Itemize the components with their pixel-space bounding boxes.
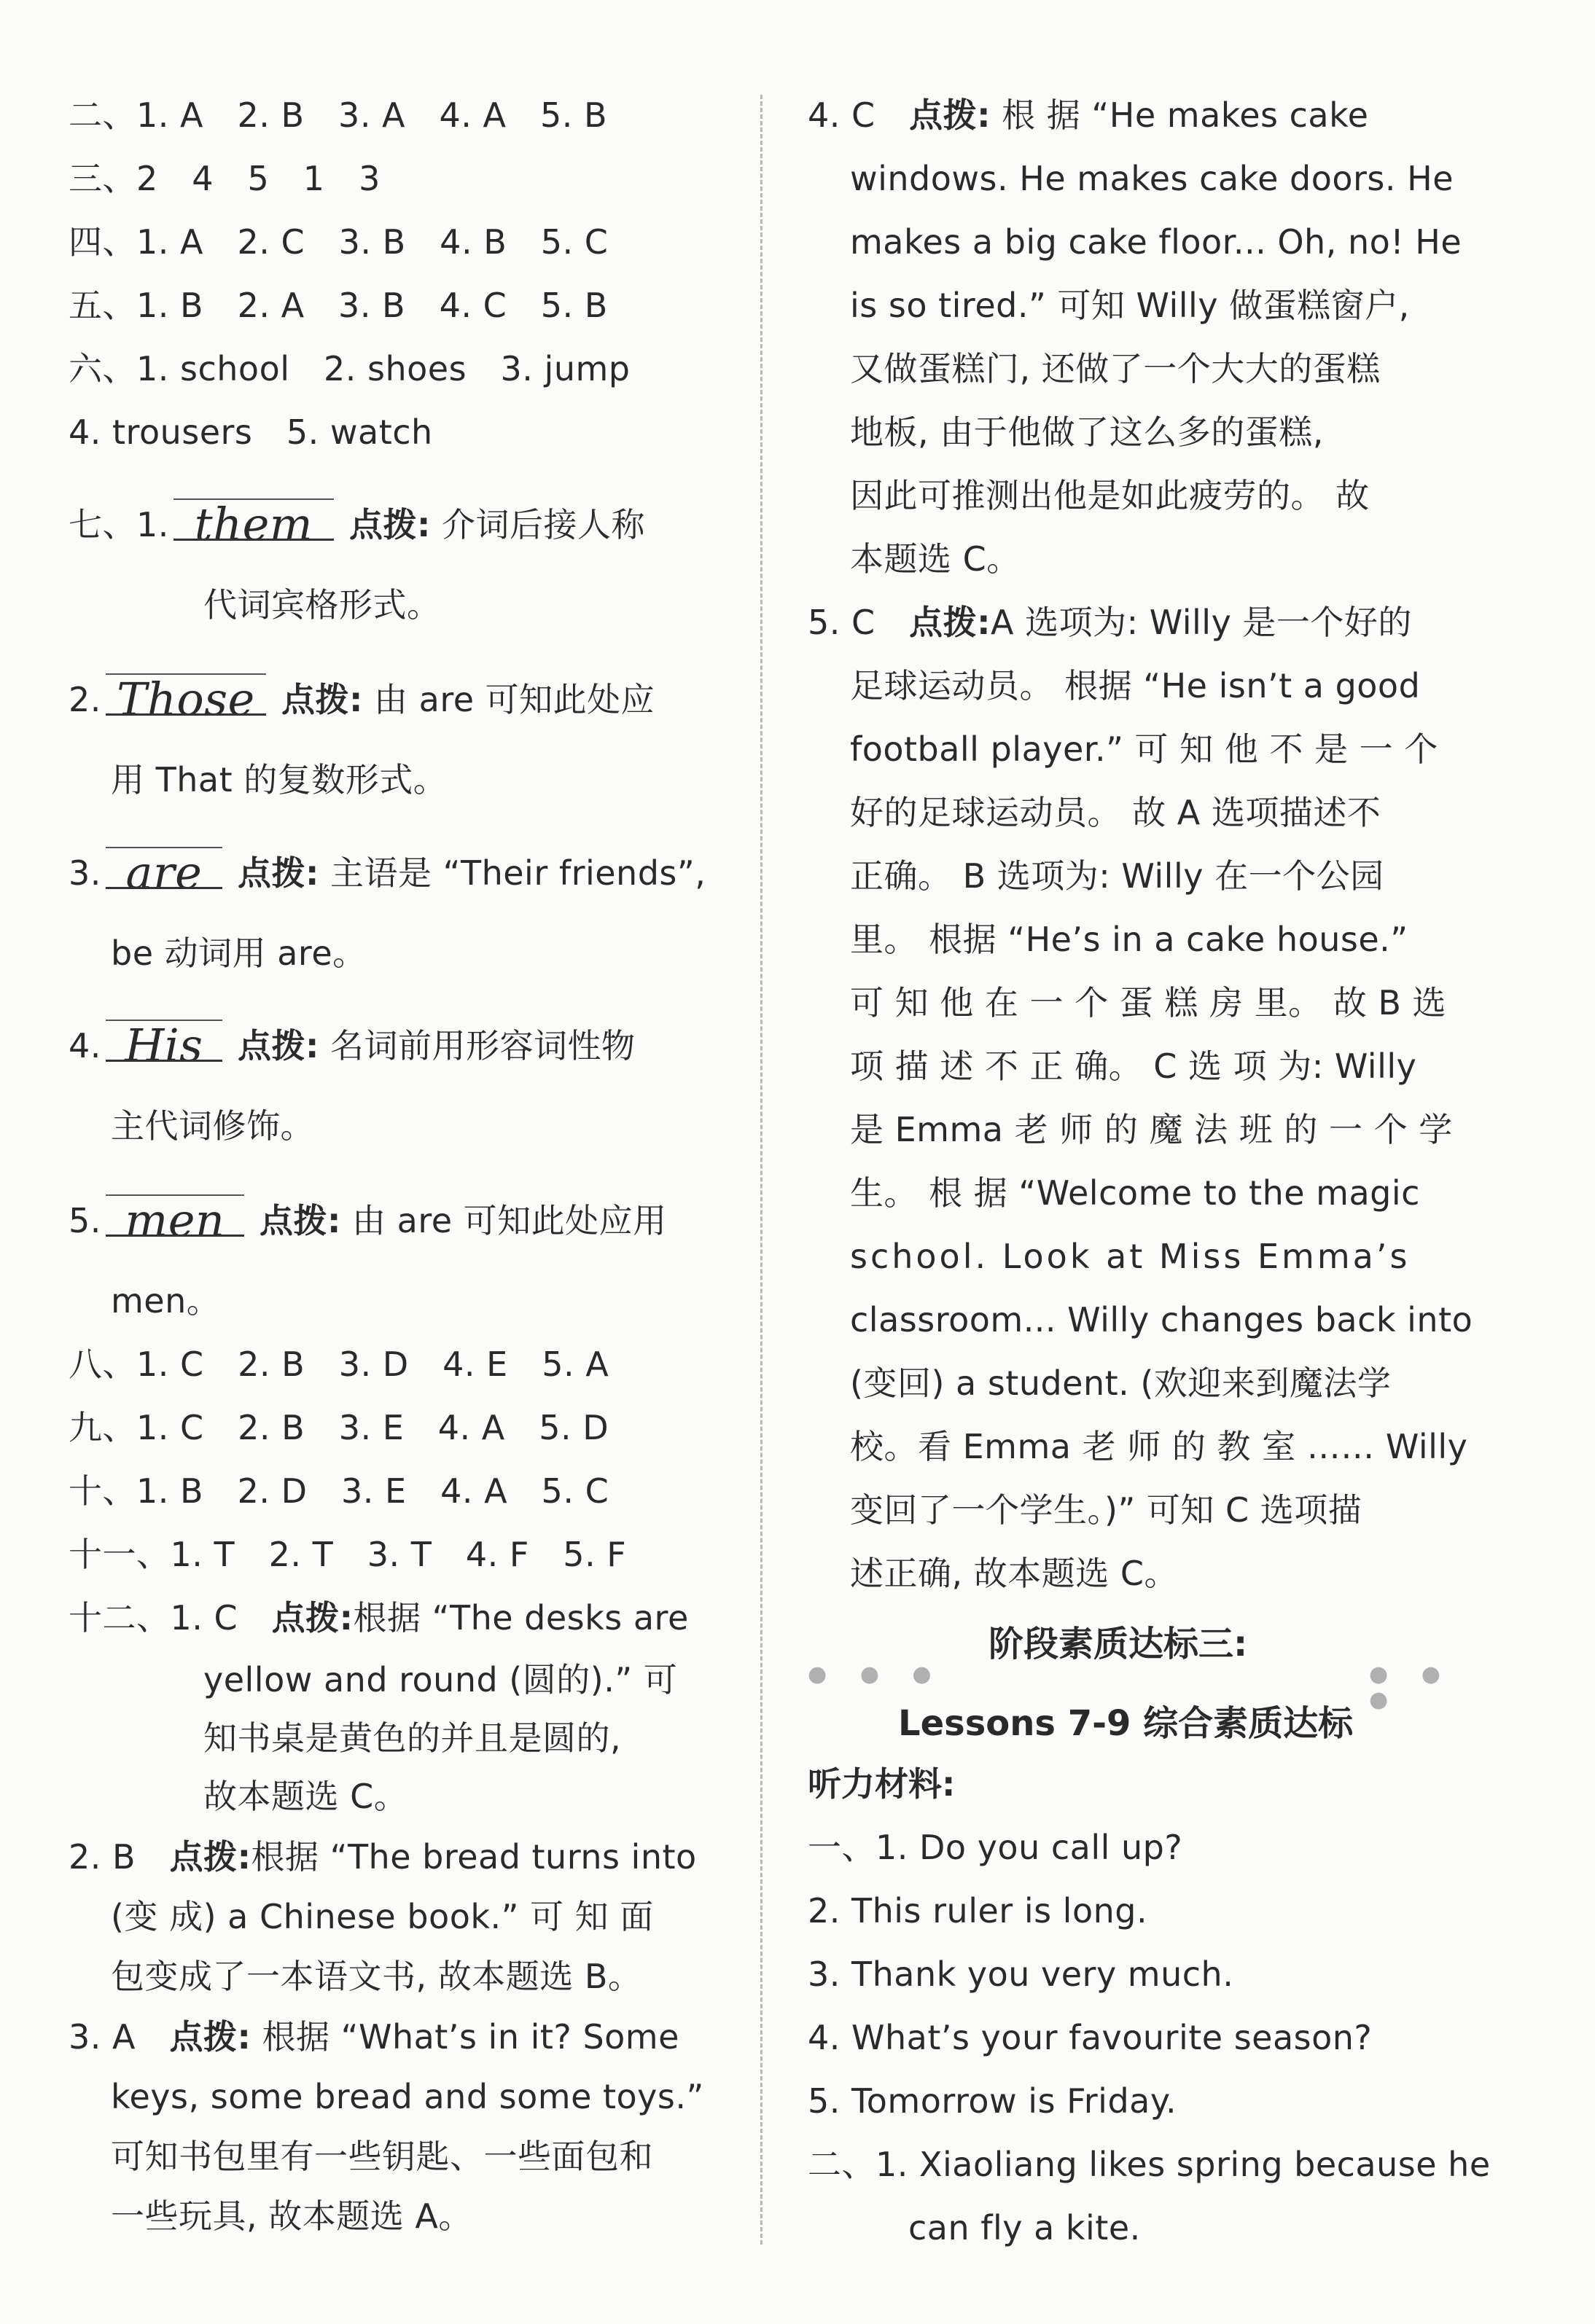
q7-2: 2. Those 点拨: 由 are 可知此处应 bbox=[69, 673, 655, 726]
q4-line: is so tired.” 可知 Willy 做蛋糕窗户, bbox=[850, 286, 1410, 325]
q7-3: 3. are 点拨: 主语是 “Their friends”, bbox=[69, 846, 706, 899]
q4-line: 又做蛋糕门, 还做了一个大大的蛋糕 bbox=[850, 349, 1381, 388]
script-line: 2. This ruler is long. bbox=[808, 1891, 1148, 1930]
q12-2-line: (变 成) a Chinese book.” 可 知 面 bbox=[111, 1897, 654, 1936]
q7-4-cont: 主代词修饰。 bbox=[111, 1106, 314, 1146]
left-dots: ● ● ● bbox=[808, 1662, 945, 1687]
q7-1: 七、1. them 点拨: 介词后接人称 bbox=[69, 498, 646, 551]
q12-1-line: 故本题选 C。 bbox=[203, 1777, 408, 1816]
handwritten-answer: men bbox=[106, 1199, 244, 1243]
answer-line: 四、1. A 2. C 3. B 4. B 5. C bbox=[69, 222, 609, 262]
answer-line: 三、2 4 5 1 3 bbox=[69, 159, 381, 198]
answer-line: 十一、1. T 2. T 3. T 4. F 5. F bbox=[69, 1535, 627, 1574]
stage-title: 阶段素质达标三: bbox=[988, 1624, 1248, 1664]
right-dots: ● ● ● bbox=[1369, 1662, 1454, 1713]
q5-line: school. Look at Miss Emma’s bbox=[850, 1237, 1411, 1276]
q4-line: 本题选 C。 bbox=[850, 539, 1021, 579]
q12-2-line: 包变成了一本语文书, 故本题选 B。 bbox=[111, 1957, 642, 1996]
script-line: 二、1. Xiaoliang likes spring because he bbox=[808, 2145, 1491, 2184]
q5-line: 校。看 Emma 老 师 的 教 室 …… Willy bbox=[850, 1427, 1468, 1466]
handwritten-answer: Those bbox=[106, 678, 266, 721]
script-line: can fly a kite. bbox=[908, 2208, 1141, 2247]
q4-line: 因此可推测出他是如此疲劳的。 故 bbox=[850, 476, 1370, 515]
q4-line: 地板, 由于他做了这么多的蛋糕, bbox=[850, 412, 1324, 452]
q5-line: 正确。 B 选项为: Willy 在一个公园 bbox=[850, 856, 1384, 896]
listening-title: 听力材料: bbox=[808, 1764, 956, 1804]
q7-1-cont: 代词宾格形式。 bbox=[203, 585, 441, 625]
q5-line: classroom... Willy changes back into bbox=[850, 1300, 1473, 1339]
handwritten-answer: are bbox=[106, 851, 222, 895]
q5-line: 变回了一个学生。)” 可知 C 选项描 bbox=[850, 1490, 1362, 1530]
q7-2-cont: 用 That 的复数形式。 bbox=[111, 760, 448, 799]
answer-line: 六、1. school 2. shoes 3. jump bbox=[69, 349, 631, 388]
answer-line: 二、1. A 2. B 3. A 4. A 5. B bbox=[69, 95, 608, 135]
q12-3: 3. A 点拨: 根据 “What’s in it? Some bbox=[69, 2017, 679, 2057]
q5: 5. C 点拨:A 选项为: Willy 是一个好的 bbox=[808, 603, 1412, 642]
handwritten-answer: His bbox=[106, 1024, 222, 1068]
answer-line: 八、1. C 2. B 3. D 4. E 5. A bbox=[69, 1345, 609, 1384]
answer-line: 十、1. B 2. D 3. E 4. A 5. C bbox=[69, 1471, 609, 1511]
q12-3-line: 一些玩具, 故本题选 A。 bbox=[111, 2196, 472, 2236]
q7-3-cont: be 动词用 are。 bbox=[111, 934, 367, 973]
script-line: 4. What’s your favourite season? bbox=[808, 2018, 1373, 2057]
lessons-title: Lessons 7-9 综合素质达标 bbox=[898, 1703, 1354, 1744]
q5-line: 好的足球运动员。 故 A 选项描述不 bbox=[850, 793, 1381, 832]
q5-line: 项 描 述 不 正 确。 C 选 项 为: Willy bbox=[850, 1046, 1417, 1086]
q12-3-line: 可知书包里有一些钥匙、一些面包和 bbox=[111, 2137, 653, 2176]
q4-line: makes a big cake floor... Oh, no! He bbox=[850, 222, 1462, 262]
q4: 4. C 点拨: 根 据 “He makes cake bbox=[808, 95, 1369, 135]
q12-3-line: keys, some bread and some toys.” bbox=[111, 2077, 704, 2116]
q7-5: 5. men 点拨: 由 are 可知此处应用 bbox=[69, 1194, 667, 1247]
column-divider bbox=[760, 95, 763, 2245]
q5-line: 述正确, 故本题选 C。 bbox=[850, 1554, 1178, 1593]
q5-line: (变回) a student. (欢迎来到魔法学 bbox=[850, 1364, 1392, 1403]
q5-line: 是 Emma 老 师 的 魔 法 班 的 一 个 学 bbox=[850, 1110, 1453, 1149]
handwritten-answer: them bbox=[173, 503, 334, 547]
q5-line: 足球运动员。 根据 “He isn’t a good bbox=[850, 666, 1421, 705]
q5-line: football player.” 可 知 他 不 是 一 个 bbox=[850, 729, 1438, 769]
q12-2: 2. B 点拨:根据 “The bread turns into bbox=[69, 1837, 697, 1877]
q5-line: 里。 根据 “He’s in a cake house.” bbox=[850, 920, 1408, 959]
answer-line: 4. trousers 5. watch bbox=[69, 412, 433, 452]
answer-line: 五、1. B 2. A 3. B 4. C 5. B bbox=[69, 286, 608, 325]
answer-line: 九、1. C 2. B 3. E 4. A 5. D bbox=[69, 1408, 609, 1447]
q12-1-line: yellow and round (圆的).” 可 bbox=[203, 1660, 678, 1699]
q12-1-line: 知书桌是黄色的并且是圆的, bbox=[203, 1718, 622, 1758]
q7-5-cont: men。 bbox=[111, 1281, 221, 1321]
q7-4: 4. His 点拨: 名词前用形容词性物 bbox=[69, 1019, 636, 1072]
script-line: 一、1. Do you call up? bbox=[808, 1828, 1183, 1867]
q5-line: 生。 根 据 “Welcome to the magic bbox=[850, 1173, 1420, 1213]
q5-line: 可 知 他 在 一 个 蛋 糕 房 里。 故 B 选 bbox=[850, 983, 1447, 1022]
q4-line: windows. He makes cake doors. He bbox=[850, 159, 1454, 198]
q12-1: 十二、1. C 点拨:根据 “The desks are bbox=[69, 1598, 689, 1638]
script-line: 5. Tomorrow is Friday. bbox=[808, 2081, 1177, 2121]
script-line: 3. Thank you very much. bbox=[808, 1955, 1234, 1994]
